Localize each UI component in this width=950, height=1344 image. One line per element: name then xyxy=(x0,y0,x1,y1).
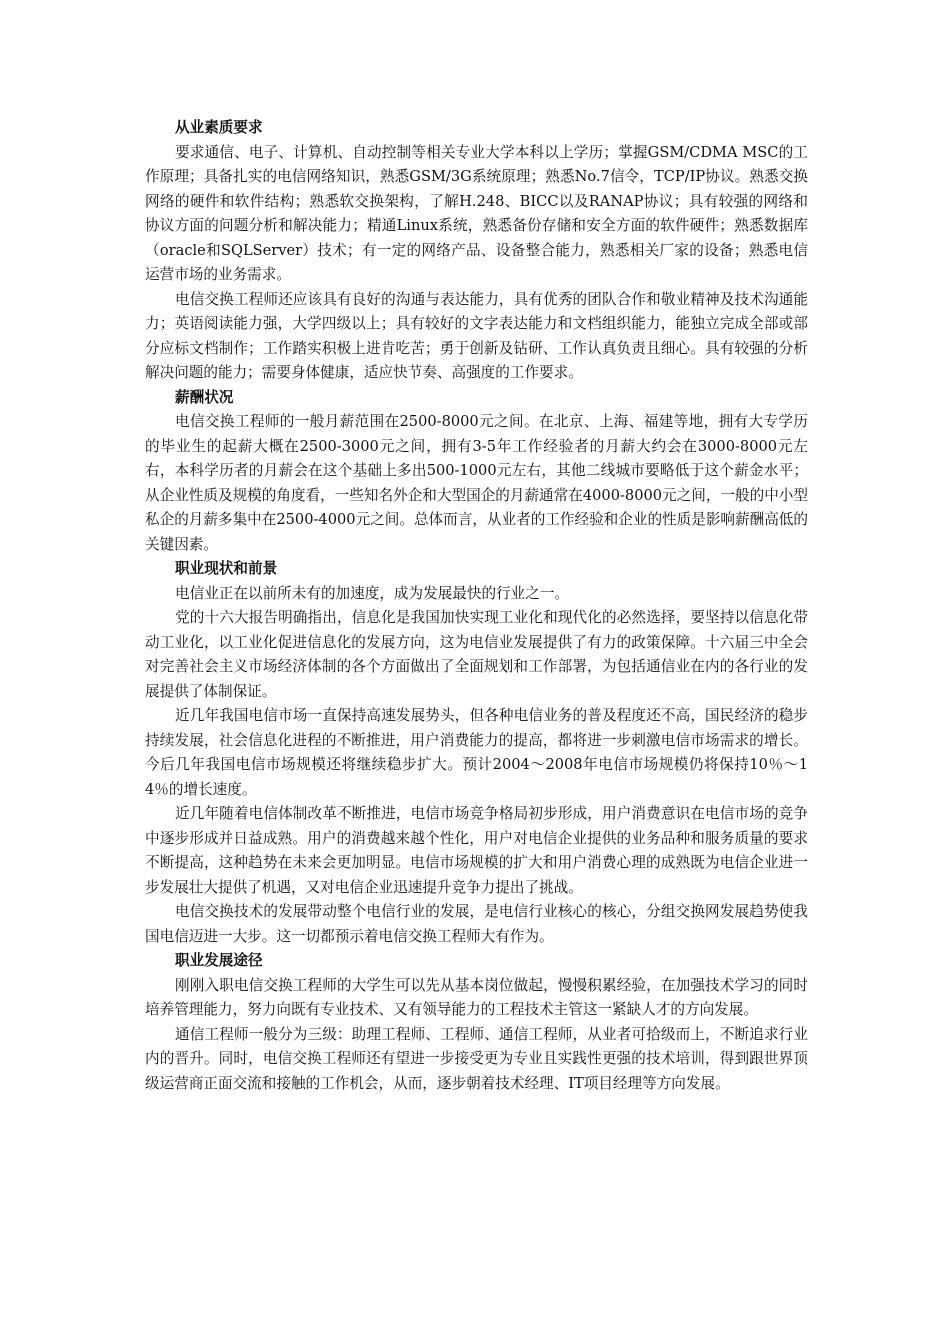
paragraph: 近几年我国电信市场一直保持高速发展势头，但各种电信业务的普及程度还不高，国民经济的稳步持续发展，社会信息化进程的不断推进，用户消费能力的提高，都将进一步刺激电信市场需求的增长。今后几年我国电信市场规模还将继续稳步扩大。预计2004～2008年电信市场规模仍将保持10％～14％的增长速度。 xyxy=(145,707,808,798)
paragraph: 电信交换工程师的一般月薪范围在2500-8000元之间。在北京、上海、福建等地，拥有大专学历的毕业生的起薪大概在2500-3000元之间，拥有3-5年工作经验者的月薪大约会在3000-8000元左右，本科学历者的月薪会在这个基础上多出500-1000元左右，其他二线城市要略低于这个薪金水平；从企业性质及规模的角度看，一些知名外企和大型国企的月薪通常在4000-8000元之间，一般的中小型私企的月薪多集中在2500-4000元之间。总体而言，从业者的工作经验和企业的性质是影响薪酬高低的关键因素。 xyxy=(145,413,808,553)
paragraph: 通信工程师一般分为三级：助理工程师、工程师、通信工程师，从业者可拾级而上，不断追求行业内的晋升。同时，电信交换工程师还有望进一步接受更为专业且实践性更强的技术培训，得到跟世界顶级运营商正面交流和接触的工作机会，从而，逐步朝着技术经理、IT项目经理等方向发展。 xyxy=(145,1025,808,1092)
section-heading: 职业发展途径 xyxy=(175,952,263,969)
paragraph: 要求通信、电子、计算机、自动控制等相关专业大学本科以上学历；掌握GSM/CDMA MSC的工作原理；具备扎实的电信网络知识，熟悉GSM/3G系统原理；熟悉No.7信令，TCP/IP协议。熟悉交换网络的硬件和软件结构；熟悉软交换架构，了解H.248、BICC以及RANAP协议；具有较强的网络和协议方面的问题分析和解决能力；精通Linux系统，熟悉备份存储和安全方面的软件硬件；熟悉数据库（oracle和SQLServer）技术；有一定的网络产品、设备整合能力，熟悉相关厂家的设备；熟悉电信运营市场的业务需求。 xyxy=(145,143,808,283)
paragraph: 党的十六大报告明确指出，信息化是我国加快实现工业化和现代化的必然选择，要坚持以信息化带动工业化，以工业化促进信息化的发展方向，这为电信业发展提供了有力的政策保障。十六届三中全会对完善社会主义市场经济体制的各个方面做出了全面规划和工作部署，为包括通信业在内的各行业的发展提供了体制保证。 xyxy=(145,609,808,700)
document-page xyxy=(145,116,808,1096)
section-qualifications xyxy=(145,116,808,386)
paragraph: 近几年随着电信体制改革不断推进，电信市场竞争格局初步形成，用户消费意识在电信市场的竞争中逐步形成并日益成熟。用户的消费越来越个性化，用户对电信企业提供的业务品种和服务质量的要求不断提高，这种趋势在未来会更加明显。电信市场规模的扩大和用户消费心理的成熟既为电信企业进一步发展壮大提供了机遇，又对电信企业迅速提升竞争力提出了挑战。 xyxy=(145,805,808,896)
paragraph: 电信业正在以前所未有的加速度，成为发展最快的行业之一。 xyxy=(175,584,570,602)
section-heading: 职业现状和前景 xyxy=(175,560,278,577)
section-heading: 薪酬状况 xyxy=(175,388,234,406)
paragraph: 电信交换技术的发展带动整个电信行业的发展，是电信行业核心的核心，分组交换网发展趋势使我国电信迈进一大步。这一切都预示着电信交换工程师大有作为。 xyxy=(145,903,808,945)
section-salary xyxy=(145,386,808,558)
section-career-path xyxy=(145,949,808,1096)
paragraph: 电信交换工程师还应该具有良好的沟通与表达能力，具有优秀的团队合作和敬业精神及技术沟通能力；英语阅读能力强，大学四级以上；具有较好的文字表达能力和文档组织能力，能独立完成全部或部分应标文档制作；工作踏实积极上进肯吃苦；勇于创新及钻研、工作认真负责且细心。具有较强的分析解决问题的能力；需要身体健康，适应快节奏、高强度的工作要求。 xyxy=(145,290,808,381)
paragraph: 刚刚入职电信交换工程师的大学生可以先从基本岗位做起，慢慢积累经验，在加强技术学习的同时培养管理能力，努力向既有专业技术、又有领导能力的工程技术主管这一紧缺人才的方向发展。 xyxy=(145,976,808,1018)
section-heading: 从业素质要求 xyxy=(175,119,263,136)
section-status-and-prospects xyxy=(145,557,808,949)
